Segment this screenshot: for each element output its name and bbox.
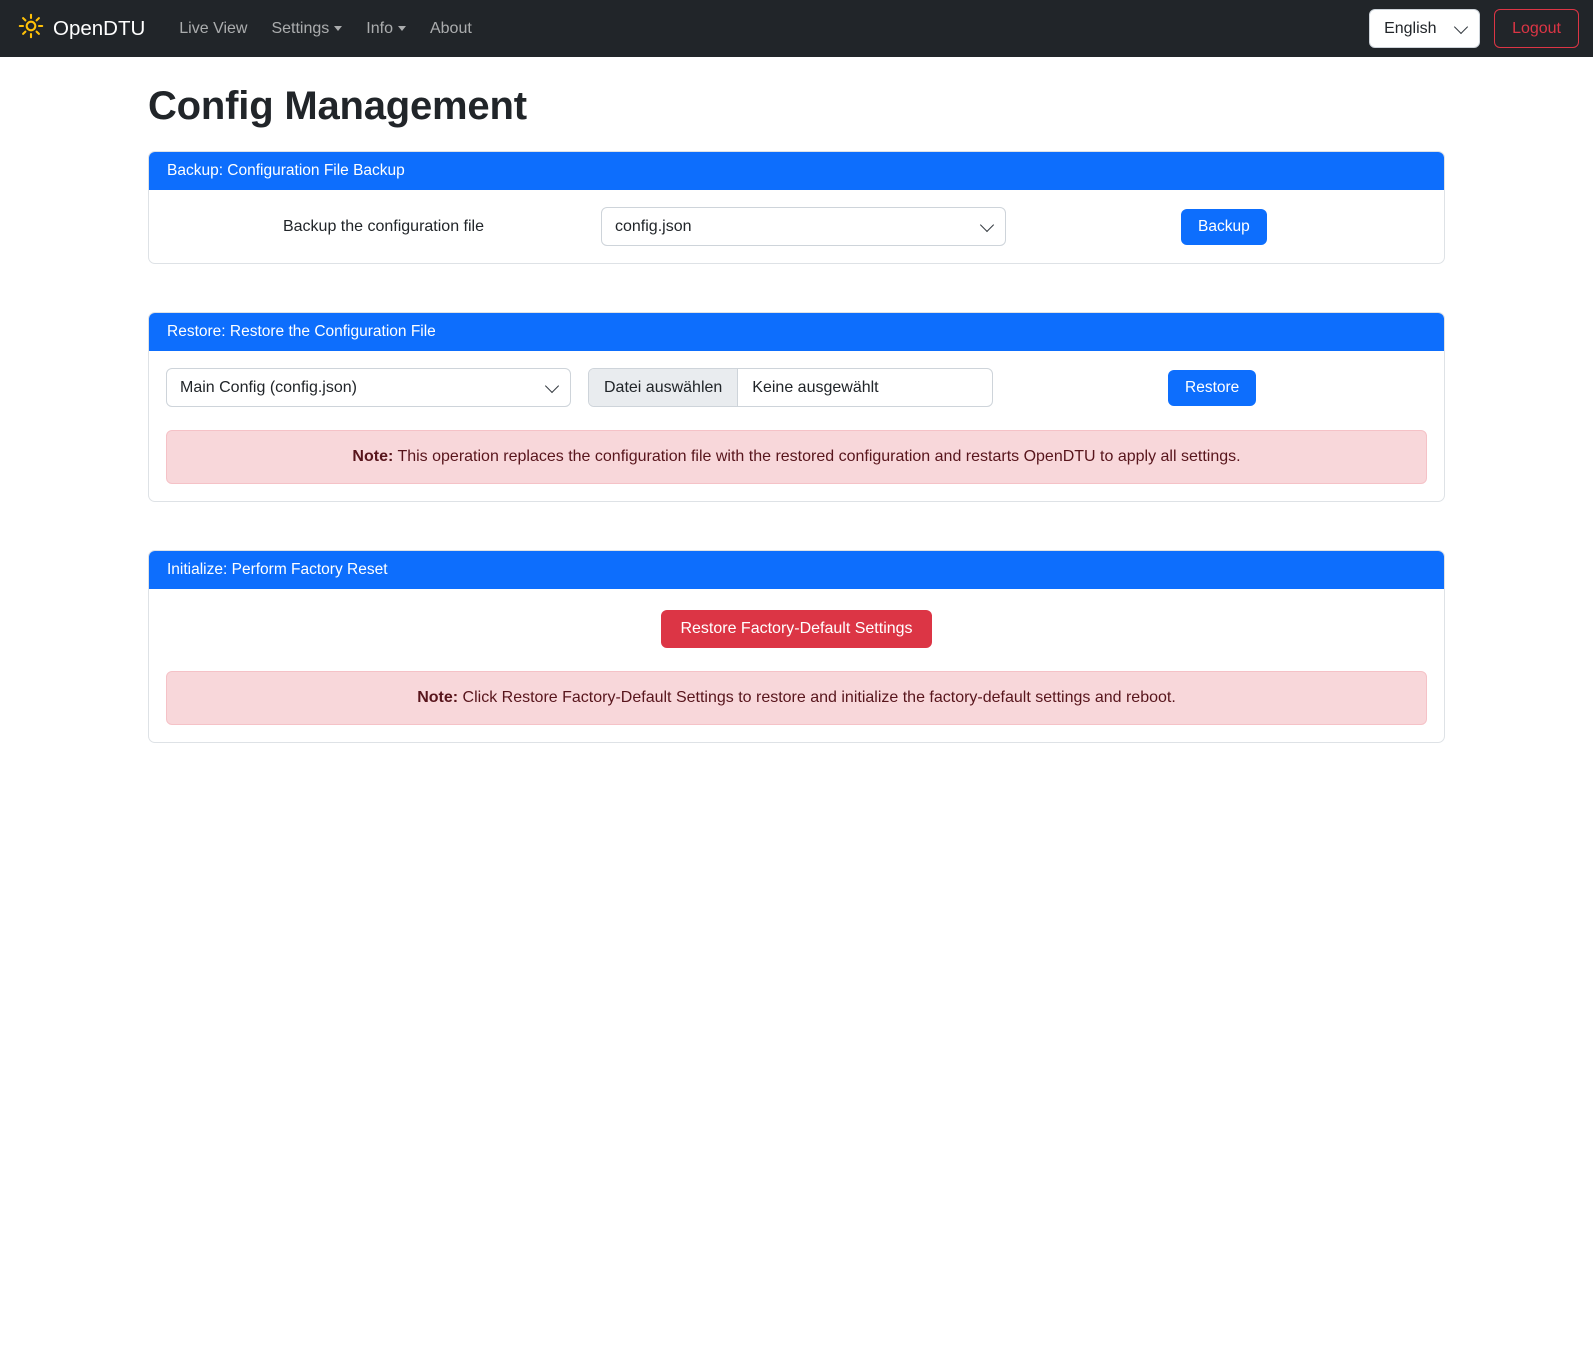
choose-file-button[interactable]: Datei auswählen [589, 369, 738, 406]
backup-row [166, 207, 1427, 246]
restore-action [993, 370, 1427, 406]
page-content [0, 84, 1593, 743]
nav-links [167, 12, 484, 46]
chevron-down-icon [334, 26, 342, 31]
chevron-down-icon [398, 26, 406, 31]
language-select[interactable] [1369, 9, 1480, 48]
nav-about-label: About [429, 19, 472, 37]
restore-target-field [166, 368, 571, 407]
restore-factory-defaults-button[interactable]: Restore Factory-Default Settings [661, 610, 931, 648]
logout-button[interactable]: Logout [1494, 9, 1579, 48]
initialize-card [148, 550, 1445, 743]
nav-settings-label: Settings [271, 19, 330, 37]
restore-note [166, 430, 1427, 484]
restore-button[interactable]: Restore [1168, 370, 1256, 406]
backup-file-select[interactable] [601, 207, 1006, 246]
brand-label: OpenDTU [53, 16, 146, 40]
backup-action [1006, 209, 1427, 245]
restore-card-header: Restore: Restore the Configuration File [149, 313, 1444, 351]
navbar-right [1369, 9, 1579, 48]
nav-live-view[interactable] [167, 12, 259, 46]
restore-card-body [149, 351, 1444, 501]
nav-live-view-label: Live View [179, 19, 248, 37]
restore-note-prefix: Note: [352, 448, 394, 465]
nav-info[interactable] [354, 12, 418, 46]
backup-button[interactable]: Backup [1181, 209, 1267, 245]
restore-card [148, 312, 1445, 502]
initialize-card-header: Initialize: Perform Factory Reset [149, 551, 1444, 589]
initialize-note [166, 671, 1427, 725]
restore-target-select[interactable] [166, 368, 571, 407]
initialize-card-body [149, 589, 1444, 742]
language-select-wrap [1369, 9, 1480, 48]
factory-reset-row [166, 606, 1427, 648]
initialize-note-prefix: Note: [417, 689, 459, 706]
nav-settings[interactable] [259, 12, 354, 46]
restore-note-text: This operation replaces the configuration file with the restored configuration and restarts OpenDTU to apply all settings. [397, 448, 1241, 465]
nav-info-label: Info [366, 19, 393, 37]
backup-label: Backup the configuration file [282, 217, 484, 235]
top-navbar [0, 0, 1593, 57]
restore-row [166, 368, 1427, 407]
page-title: Config Management [148, 84, 527, 128]
backup-card-header: Backup: Configuration File Backup [149, 152, 1444, 190]
chosen-file-label: Keine ausgewählt [752, 378, 879, 396]
backup-card [148, 151, 1445, 264]
nav-about[interactable] [418, 12, 484, 46]
sun-icon [18, 13, 44, 45]
brand-link[interactable] [18, 13, 145, 45]
backup-file-field [601, 207, 1006, 246]
restore-file-input[interactable] [588, 368, 993, 407]
backup-card-body [149, 190, 1444, 263]
initialize-note-text: Click Restore Factory-Default Settings to restore and initialize the factory-default settings and reboot. [462, 689, 1176, 706]
